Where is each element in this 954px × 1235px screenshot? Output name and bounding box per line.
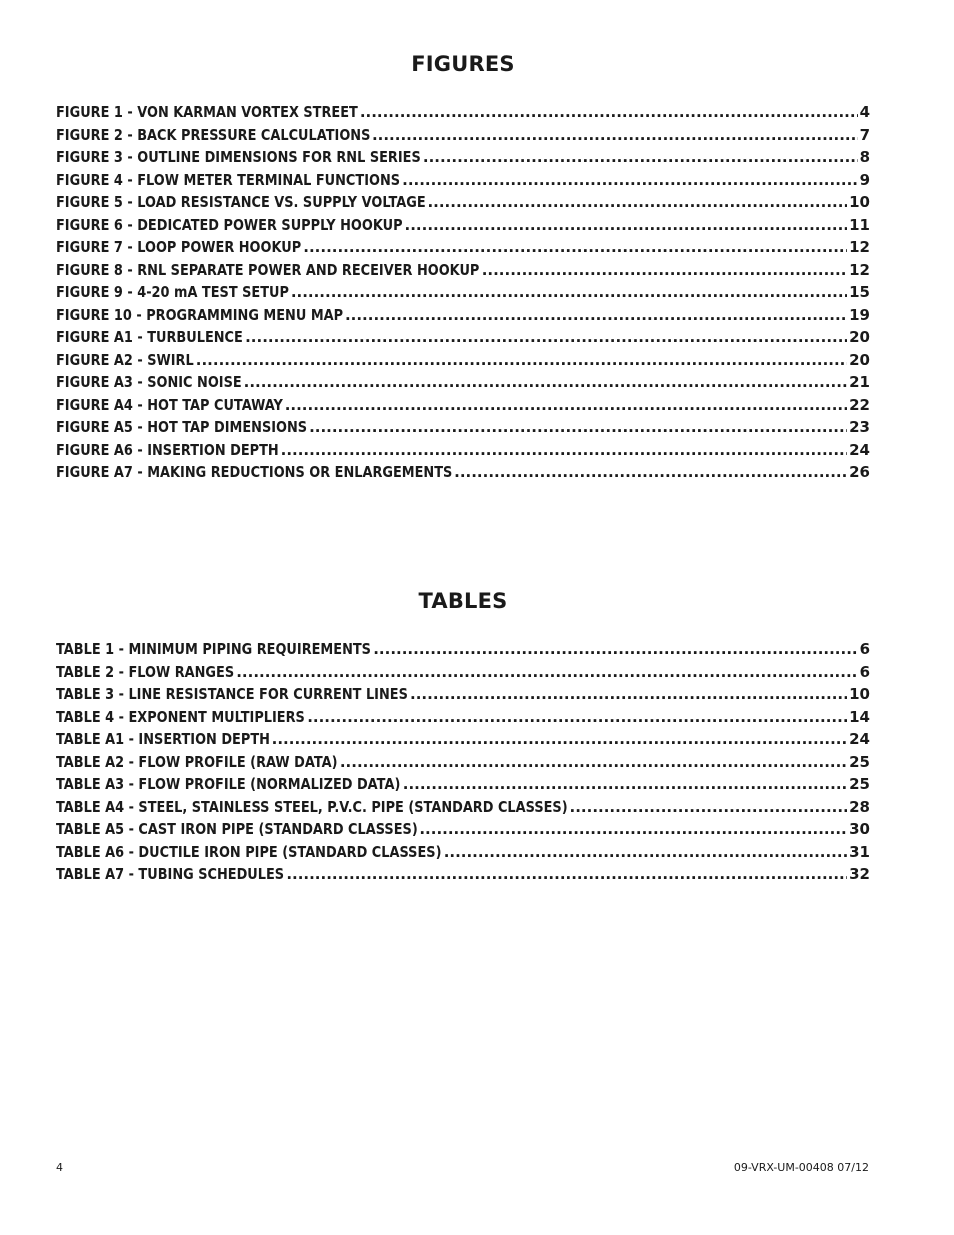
dot-leader — [303, 236, 847, 259]
table-entry-label: TABLE 4 - EXPONENT MULTIPLIERS — [56, 707, 305, 726]
figure-entry-page: 7 — [859, 125, 870, 144]
figure-entry[interactable] — [56, 259, 870, 282]
figures-list — [56, 101, 870, 484]
figure-entry-label: FIGURE 3 - OUTLINE DIMENSIONS FOR RNL SERIES — [56, 148, 421, 166]
table-entry[interactable] — [56, 683, 870, 706]
figure-entry-page: 15 — [849, 283, 870, 301]
dot-leader — [419, 818, 847, 841]
dot-leader — [570, 796, 848, 819]
figure-entry-page: 22 — [849, 395, 870, 414]
figure-entry[interactable] — [56, 146, 870, 169]
figure-entry-label: FIGURE 4 - FLOW METER TERMINAL FUNCTIONS — [56, 170, 401, 189]
table-entry-label: TABLE A2 - FLOW PROFILE (RAW DATA) — [56, 752, 338, 771]
figure-entry-page: 11 — [849, 215, 870, 234]
figure-entry[interactable] — [56, 169, 870, 192]
figure-entry-page: 9 — [859, 170, 870, 189]
table-entry-page: 28 — [849, 797, 870, 816]
tables-heading: TABLES — [418, 589, 508, 613]
table-entry[interactable] — [56, 818, 870, 841]
table-entry-page: 25 — [849, 775, 870, 793]
table-entry-page: 31 — [849, 842, 870, 861]
table-entry-page: 30 — [849, 820, 870, 838]
dot-leader — [340, 751, 847, 774]
dot-leader — [281, 439, 848, 462]
table-entry-label: TABLE A4 - STEEL, STAINLESS STEEL, P.V.C. PIPE (STANDARD CLASSES) — [56, 797, 568, 816]
table-entry-label: TABLE 1 - MINIMUM PIPING REQUIREMENTS — [56, 640, 371, 658]
figure-entry[interactable] — [56, 124, 870, 147]
figure-entry[interactable] — [56, 439, 870, 462]
dot-leader — [272, 728, 847, 751]
figure-entry[interactable] — [56, 461, 870, 484]
dot-leader — [360, 101, 858, 124]
dot-leader — [285, 394, 847, 417]
figure-entry-label: FIGURE A1 - TURBULENCE — [56, 328, 243, 346]
dot-leader — [244, 371, 848, 394]
figure-entry-page: 24 — [849, 440, 870, 459]
table-entry[interactable] — [56, 841, 870, 864]
table-entry-label: TABLE A7 - TUBING SCHEDULES — [56, 865, 285, 883]
dot-leader — [410, 683, 847, 706]
table-entry-label: TABLE A1 - INSERTION DEPTH — [56, 730, 270, 748]
figure-entry-page: 19 — [849, 305, 870, 324]
figure-entry-label: FIGURE 2 - BACK PRESSURE CALCULATIONS — [56, 125, 371, 144]
figure-entry-label: FIGURE 7 - LOOP POWER HOOKUP — [56, 238, 302, 256]
table-entry[interactable] — [56, 728, 870, 751]
figure-entry-label: FIGURE 8 - RNL SEPARATE POWER AND RECEIVER HOOKUP — [56, 260, 480, 279]
figure-entry-label: FIGURE A7 - MAKING REDUCTIONS OR ENLARGEMENTS — [56, 463, 453, 481]
dot-leader — [236, 661, 857, 684]
figure-entry[interactable] — [56, 326, 870, 349]
figure-entry-label: FIGURE A3 - SONIC NOISE — [56, 373, 242, 391]
figure-entry[interactable] — [56, 101, 870, 124]
figure-entry-label: FIGURE 1 - VON KARMAN VORTEX STREET — [56, 103, 358, 121]
dot-leader — [482, 259, 847, 282]
tables-list — [56, 638, 870, 886]
table-entry-label: TABLE 3 - LINE RESISTANCE FOR CURRENT LINES — [56, 685, 408, 703]
figure-entry-label: FIGURE A2 - SWIRL — [56, 350, 194, 369]
figure-entry-page: 10 — [849, 193, 870, 211]
figure-entry[interactable] — [56, 416, 870, 439]
dot-leader — [245, 326, 847, 349]
table-entry-page: 25 — [849, 752, 870, 771]
table-entry[interactable] — [56, 796, 870, 819]
dot-leader — [403, 773, 847, 796]
figure-entry-page: 20 — [849, 328, 870, 346]
table-entry-label: TABLE A5 - CAST IRON PIPE (STANDARD CLASSES) — [56, 820, 418, 838]
dot-leader — [402, 169, 857, 192]
dot-leader — [291, 281, 847, 304]
dot-leader — [309, 416, 847, 439]
figure-entry[interactable] — [56, 236, 870, 259]
dot-leader — [372, 124, 858, 147]
footer-page-number: 4 — [56, 1161, 63, 1174]
table-entry-page: 32 — [849, 865, 870, 883]
dot-leader — [444, 841, 847, 864]
figure-entry[interactable] — [56, 371, 870, 394]
dot-leader — [373, 638, 857, 661]
figure-entry-page: 21 — [849, 373, 870, 391]
figure-entry[interactable] — [56, 191, 870, 214]
table-entry[interactable] — [56, 661, 870, 684]
figure-entry-label: FIGURE A6 - INSERTION DEPTH — [56, 440, 279, 459]
figure-entry[interactable] — [56, 214, 870, 237]
table-entry-label: TABLE A3 - FLOW PROFILE (NORMALIZED DATA) — [56, 775, 401, 793]
table-entry-page: 14 — [849, 707, 870, 726]
figure-entry[interactable] — [56, 394, 870, 417]
table-entry[interactable] — [56, 863, 870, 886]
table-entry-label: TABLE 2 - FLOW RANGES — [56, 662, 235, 681]
table-entry[interactable] — [56, 773, 870, 796]
figure-entry-page: 23 — [849, 418, 870, 436]
table-entry[interactable] — [56, 638, 870, 661]
dot-leader — [423, 146, 858, 169]
dot-leader — [454, 461, 847, 484]
figure-entry-page: 20 — [849, 350, 870, 369]
table-entry-page: 6 — [859, 640, 870, 658]
figure-entry-page: 12 — [849, 238, 870, 256]
figure-entry-label: FIGURE 10 - PROGRAMMING MENU MAP — [56, 305, 344, 324]
dot-leader — [196, 349, 847, 372]
dot-leader — [427, 191, 847, 214]
table-entry-page: 6 — [859, 662, 870, 681]
figure-entry-page: 4 — [859, 103, 870, 121]
table-entry[interactable] — [56, 706, 870, 729]
dot-leader — [405, 214, 848, 237]
table-entry[interactable] — [56, 751, 870, 774]
dot-leader — [307, 706, 847, 729]
footer-document-id: 09-VRX-UM-00408 07/12 — [733, 1161, 869, 1174]
figures-heading: FIGURES — [411, 52, 515, 76]
table-entry-page: 24 — [849, 730, 870, 748]
figure-entry-label: FIGURE A4 - HOT TAP CUTAWAY — [56, 395, 283, 414]
figure-entry[interactable] — [56, 349, 870, 372]
dot-leader — [345, 304, 847, 327]
table-entry-label: TABLE A6 - DUCTILE IRON PIPE (STANDARD CLASSES) — [56, 842, 442, 861]
figure-entry-label: FIGURE 5 - LOAD RESISTANCE VS. SUPPLY VOLTAGE — [56, 193, 426, 211]
figure-entry-page: 12 — [849, 260, 870, 279]
figure-entry-page: 8 — [859, 148, 870, 166]
table-entry-page: 10 — [849, 685, 870, 703]
figure-entry-page: 26 — [849, 463, 870, 481]
figure-entry[interactable] — [56, 281, 870, 304]
figure-entry-label: FIGURE 9 - 4-20 mA TEST SETUP — [56, 283, 289, 301]
figure-entry-label: FIGURE A5 - HOT TAP DIMENSIONS — [56, 418, 308, 436]
figure-entry-label: FIGURE 6 - DEDICATED POWER SUPPLY HOOKUP — [56, 215, 403, 234]
dot-leader — [286, 863, 847, 886]
figure-entry[interactable] — [56, 304, 870, 327]
